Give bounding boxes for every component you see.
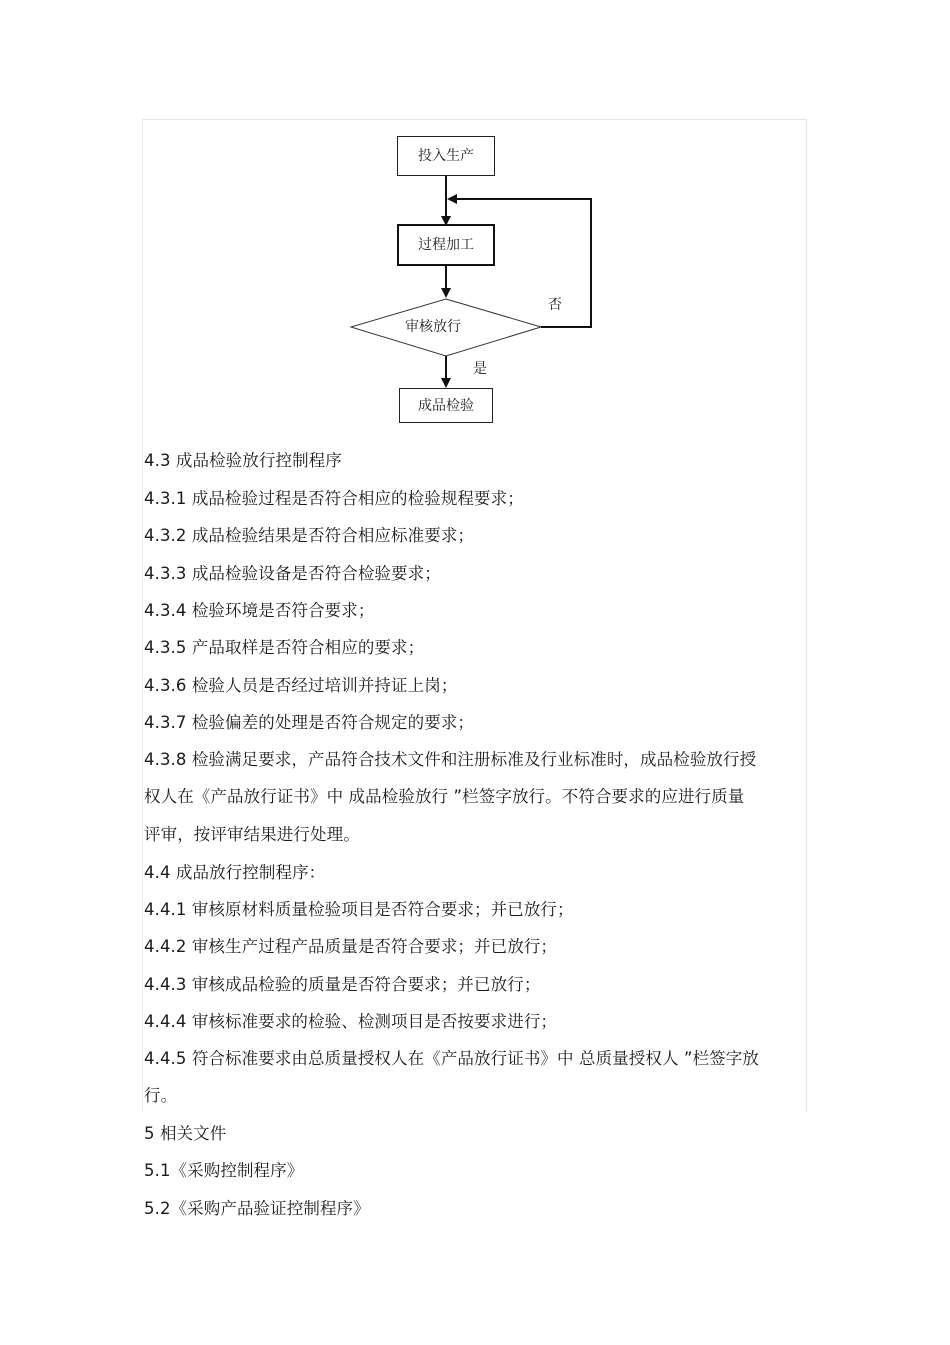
flow-box-process	[397, 224, 495, 266]
item-4-3-8-line-1: 4.3.8 检验满足要求，产品符合技术文件和注册标准及行业标准时，成品检验放行授	[144, 750, 757, 769]
item-5-2: 5.2《采购产品验证控制程序》	[144, 1199, 370, 1218]
item-4-4-5-line-2: 行。	[144, 1086, 178, 1105]
item-4-3-3: 4.3.3 成品检验设备是否符合检验要求；	[144, 564, 441, 583]
flow-box-process-label: 过程加工	[418, 237, 474, 253]
flow-box-end-label: 成品检验	[418, 397, 474, 414]
section-5-heading: 5 相关文件	[144, 1124, 227, 1143]
item-4-3-5: 4.3.5 产品取样是否符合相应的要求；	[144, 638, 425, 657]
item-4-3-8-line-3: 评审，按评审结果进行处理。	[144, 825, 360, 844]
flow-label-no: 否	[548, 297, 562, 313]
item-4-4-3: 4.4.3 审核成品检验的质量是否符合要求；并已放行；	[144, 975, 541, 994]
item-4-3-2: 4.3.2 成品检验结果是否符合相应标准要求；	[144, 526, 475, 545]
item-4-4-5-line-1: 4.4.5 符合标准要求由总质量授权人在《产品放行证书》中 总质量授权人 ”栏签字放	[144, 1049, 759, 1068]
item-4-3-8-line-2: 权人在《产品放行证书》中 成品检验放行 ”栏签字放行。不符合要求的应进行质量	[144, 787, 745, 806]
item-4-3-7: 4.3.7 检验偏差的处理是否符合规定的要求；	[144, 713, 475, 732]
item-4-4-1: 4.4.1 审核原材料质量检验项目是否符合要求；并已放行；	[144, 900, 574, 919]
item-4-4-2: 4.4.2 审核生产过程产品质量是否符合要求；并已放行；	[144, 937, 558, 956]
flow-box-start	[397, 136, 495, 176]
flow-box-end	[399, 388, 493, 423]
item-4-4-4: 4.4.4 审核标准要求的检验、检测项目是否按要求进行；	[144, 1012, 558, 1031]
item-5-1: 5.1《采购控制程序》	[144, 1161, 304, 1180]
release-flowchart	[0, 0, 950, 440]
section-4-4-heading: 4.4 成品放行控制程序：	[144, 863, 326, 882]
item-4-3-4: 4.3.4 检验环境是否符合要求；	[144, 601, 375, 620]
item-4-3-6: 4.3.6 检验人员是否经过培训并持证上岗；	[144, 676, 458, 695]
section-4-3-heading: 4.3 成品检验放行控制程序	[144, 451, 342, 470]
flow-label-yes: 是	[473, 361, 487, 377]
flow-box-start-label: 投入生产	[418, 148, 474, 164]
flow-decision-label: 审核放行	[405, 319, 461, 335]
item-4-3-1: 4.3.1 成品检验过程是否符合相应的检验规程要求；	[144, 489, 524, 508]
